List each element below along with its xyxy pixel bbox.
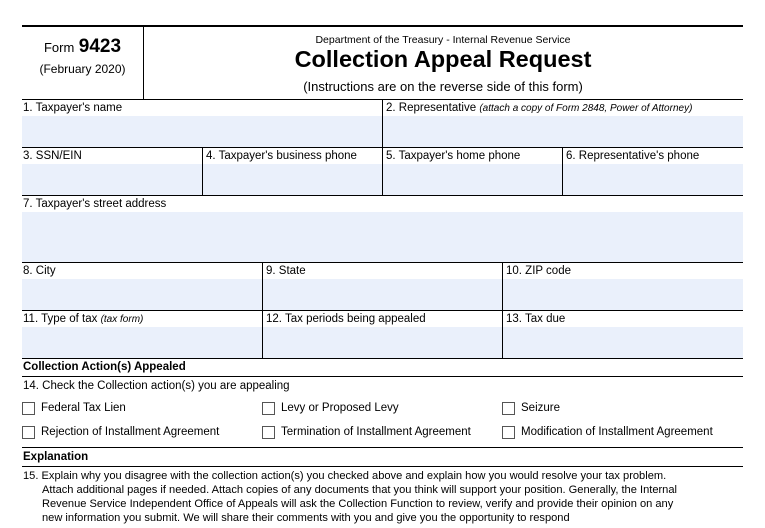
- explanation-line-2: Attach additional pages if needed. Attach copies of any documents that you think will support your position. Generally, the Internal: [42, 484, 677, 496]
- city-label: 8. City: [23, 265, 56, 277]
- tax-periods-field[interactable]: [263, 327, 502, 358]
- ssn-ein-label: 3. SSN/EIN: [23, 150, 82, 162]
- explanation-line-3: Revenue Service Independent Office of Appeals will ask the Collection Function to review, verify and provide their opinion on any: [42, 498, 674, 510]
- instructions-note: (Instructions are on the reverse side of this form): [303, 79, 583, 94]
- state-label: 9. State: [266, 265, 306, 277]
- representative-label: 2. Representative (attach a copy of Form 2848, Power of Attorney): [386, 102, 693, 114]
- rule-explanation-top: [22, 447, 743, 448]
- seizure-checkbox[interactable]: [502, 402, 515, 415]
- tax-type-field[interactable]: [22, 327, 262, 358]
- explanation-line-1: 15. Explain why you disagree with the collection action(s) you checked above and explain how you would resolve your tax problem.: [23, 470, 667, 482]
- city-field[interactable]: [22, 279, 262, 310]
- state-field[interactable]: [263, 279, 502, 310]
- tax-periods-label: 12. Tax periods being appealed: [266, 313, 426, 325]
- rule-row6: [22, 358, 743, 359]
- tax-type-note: (tax form): [100, 314, 144, 325]
- taxpayer-name-label: 1. Taxpayer's name: [23, 102, 123, 114]
- federal-tax-lien-checkbox[interactable]: [22, 402, 35, 415]
- home-phone-label: 5. Taxpayer's home phone: [386, 150, 521, 162]
- zip-field[interactable]: [503, 279, 743, 310]
- form-title: Collection Appeal Request: [294, 46, 592, 72]
- business-phone-label: 4. Taxpayer's business phone: [206, 150, 357, 162]
- street-address-label: 7. Taxpayer's street address: [23, 198, 167, 210]
- street-address-field[interactable]: [22, 212, 743, 262]
- modification-installment-checkbox[interactable]: [502, 426, 515, 439]
- federal-tax-lien-label: Federal Tax Lien: [41, 402, 126, 414]
- collection-actions-heading: Collection Action(s) Appealed: [23, 361, 186, 373]
- rejection-installment-checkbox[interactable]: [22, 426, 35, 439]
- form-number: 9423: [78, 36, 122, 57]
- business-phone-field[interactable]: [203, 164, 382, 195]
- home-phone-field[interactable]: [383, 164, 562, 195]
- levy-label: Levy or Proposed Levy: [281, 402, 399, 414]
- rule-row3: [22, 195, 743, 196]
- form-date: (February 2020): [39, 62, 126, 76]
- representative-field[interactable]: [383, 116, 743, 147]
- rule-explanation: [22, 466, 743, 467]
- modification-installment-label: Modification of Installment Agreement: [521, 426, 713, 438]
- rejection-installment-label: Rejection of Installment Agreement: [41, 426, 220, 438]
- form-prefix: Form: [43, 40, 75, 55]
- agency-name: Department of the Treasury - Internal Revenue Service: [315, 34, 571, 46]
- termination-installment-label: Termination of Installment Agreement: [281, 426, 471, 438]
- tax-due-field[interactable]: [503, 327, 743, 358]
- tax-type-label: 11. Type of tax (tax form): [23, 313, 144, 325]
- explanation-line-4: new information you submit. We will share their comments with you and give you the opportunity to respond: [42, 512, 570, 524]
- seizure-label: Seizure: [521, 402, 560, 414]
- ssn-ein-field[interactable]: [22, 164, 202, 195]
- rule-actions: [22, 376, 743, 377]
- termination-installment-checkbox[interactable]: [262, 426, 275, 439]
- rule-row4: [22, 262, 743, 263]
- zip-label: 10. ZIP code: [506, 265, 571, 277]
- top-rule: [22, 25, 743, 27]
- explanation-heading: Explanation: [23, 451, 89, 463]
- rep-phone-label: 6. Representative's phone: [566, 150, 700, 162]
- collection-actions-instruction: 14. Check the Collection action(s) you are appealing: [23, 380, 290, 392]
- taxpayer-name-field[interactable]: [22, 116, 382, 147]
- form-number-block: [22, 36, 143, 76]
- rep-phone-field[interactable]: [563, 164, 743, 195]
- representative-note: (attach a copy of Form 2848, Power of Attorney): [479, 103, 693, 114]
- levy-checkbox[interactable]: [262, 402, 275, 415]
- tax-due-label: 13. Tax due: [506, 313, 566, 325]
- rule-row5: [22, 310, 743, 311]
